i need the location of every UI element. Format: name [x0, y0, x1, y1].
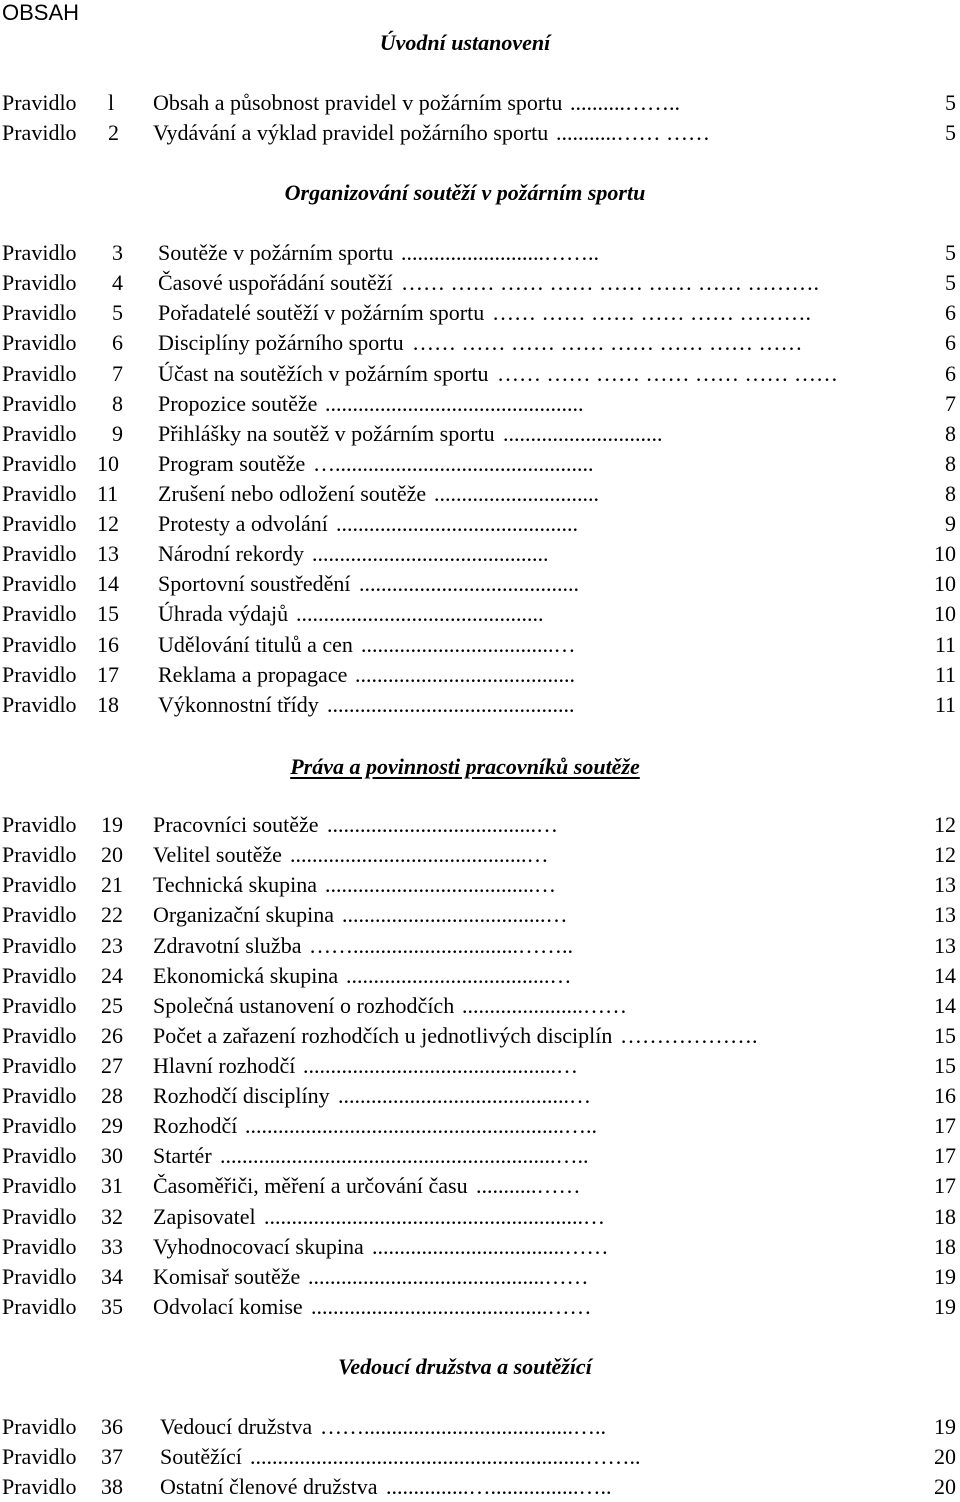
- page-number: 7: [945, 390, 956, 416]
- rule-number: 15: [97, 601, 119, 627]
- dot-leader: ...................................…: [361, 631, 576, 657]
- rule-title: Pracovníci soutěže: [153, 812, 319, 837]
- dot-leader: ...........……: [476, 1173, 581, 1199]
- section-heading: [0, 178, 930, 208]
- rule-title: Komisař soutěže: [153, 1263, 301, 1289]
- rule-label: Pravidlo: [2, 691, 77, 717]
- toc-entry[interactable]: [0, 1292, 960, 1322]
- toc-entry[interactable]: [0, 298, 960, 328]
- rule-label: Pravidlo: [2, 420, 77, 446]
- page-number: 13: [934, 872, 956, 898]
- page-number: 6: [945, 300, 956, 326]
- page-number: 6: [945, 330, 956, 356]
- page-number: 8: [945, 420, 956, 446]
- rule-number: 20: [101, 842, 123, 868]
- page-number: 8: [945, 450, 956, 476]
- toc-entry[interactable]: [0, 1051, 960, 1081]
- dot-leader: ……......................................…..: [320, 1414, 606, 1439]
- page-number: 5: [945, 90, 956, 115]
- dot-leader: .....................................…: [346, 962, 572, 988]
- rule-number: 6: [112, 330, 123, 356]
- rule-label: Pravidlo: [2, 631, 77, 657]
- rule-number: 37: [101, 1444, 123, 1470]
- rule-label: Pravidlo: [2, 1263, 77, 1289]
- rule-number: 9: [112, 420, 123, 446]
- rule-label: Pravidlo: [2, 240, 77, 265]
- toc-entry[interactable]: [0, 1171, 960, 1201]
- rule-title: Národní rekordy: [158, 541, 305, 567]
- rule-title: Rozhodčí: [153, 1113, 238, 1139]
- rule-number: 35: [101, 1293, 123, 1319]
- dot-leader: ........................................: [359, 571, 579, 597]
- dot-leader: …… …… …… …… …… ……….: [492, 300, 811, 326]
- toc-entry[interactable]: [0, 961, 960, 991]
- rule-title: Vedoucí družstva: [160, 1414, 313, 1439]
- page-number: 9: [945, 511, 956, 537]
- section-heading: [0, 28, 930, 58]
- rule-number: 7: [112, 360, 123, 386]
- rule-label: Pravidlo: [2, 1233, 77, 1259]
- toc-entry[interactable]: [0, 419, 960, 449]
- rule-title: Ostatní členové družstva: [160, 1474, 378, 1500]
- dot-leader: ............................................: [336, 511, 578, 537]
- dot-leader: ..........................................…: [338, 1083, 591, 1109]
- rule-label: Pravidlo: [2, 1083, 77, 1109]
- rule-label: Pravidlo: [2, 1143, 77, 1169]
- toc-entry[interactable]: [0, 359, 960, 389]
- rule-title: Organizační skupina: [153, 902, 335, 928]
- dot-leader: ...............................................: [325, 390, 584, 416]
- rule-label: Pravidlo: [2, 90, 77, 115]
- dot-leader: ..........................................................…..: [245, 1113, 597, 1139]
- rule-title: Účast na soutěžích v požárním sportu: [158, 360, 489, 386]
- toc-entry[interactable]: [0, 389, 960, 419]
- rule-title: Vyhodnocovací skupina: [153, 1233, 364, 1259]
- rule-title: Technická skupina: [153, 872, 318, 898]
- rule-label: Pravidlo: [2, 541, 77, 567]
- rule-title: Časové uspořádání soutěží: [158, 270, 393, 296]
- rule-label: Pravidlo: [2, 1022, 77, 1048]
- rule-label: Pravidlo: [2, 1293, 77, 1319]
- rule-label: Pravidlo: [2, 1444, 77, 1470]
- page-number: 8: [945, 481, 956, 506]
- rule-label: Pravidlo: [2, 812, 77, 837]
- rule-title: Zdravotní služba: [153, 932, 302, 958]
- section-heading-text: Organizování soutěží v požárním sportu: [284, 180, 646, 205]
- rule-number: 17: [97, 661, 119, 687]
- page-number: 11: [934, 661, 956, 687]
- dot-leader: ........................................: [355, 661, 575, 687]
- rule-label: Pravidlo: [2, 1053, 77, 1078]
- rule-number: 12: [97, 511, 119, 537]
- toc-entry[interactable]: [0, 599, 960, 629]
- rule-label: Pravidlo: [2, 330, 77, 356]
- page-number: 12: [934, 842, 956, 868]
- rule-label: Pravidlo: [2, 601, 77, 627]
- rule-title: Sportovní soustředění: [158, 571, 351, 597]
- page-number: 15: [934, 1053, 956, 1078]
- rule-title: Hlavní rozhodčí: [153, 1053, 296, 1078]
- rule-label: Pravidlo: [2, 120, 77, 146]
- toc-entry[interactable]: [0, 1232, 960, 1262]
- rule-title: Odvolací komise: [153, 1293, 303, 1319]
- toc-entry[interactable]: [0, 449, 960, 479]
- rule-number: 18: [97, 691, 119, 717]
- rule-number: 21: [101, 872, 123, 898]
- dot-leader: .............................................: [327, 691, 575, 717]
- toc-entry[interactable]: [0, 569, 960, 599]
- rule-label: Pravidlo: [2, 270, 77, 296]
- rule-label: Pravidlo: [2, 1474, 77, 1500]
- page-number: 13: [934, 902, 956, 928]
- rule-number: 34: [101, 1263, 123, 1289]
- rule-title: Disciplíny požárního sportu: [158, 330, 404, 356]
- rule-number: 14: [97, 571, 119, 597]
- rule-title: Zapisovatel: [153, 1203, 256, 1229]
- rule-label: Pravidlo: [2, 390, 77, 416]
- page-number: 18: [934, 1203, 956, 1229]
- page-number: 16: [934, 1083, 956, 1109]
- rule-number: 27: [101, 1053, 123, 1078]
- rule-number: 28: [101, 1083, 123, 1109]
- rule-title: Soutěže v požárním sportu: [158, 240, 394, 265]
- page-title: OBSAH: [2, 0, 80, 25]
- rule-label: Pravidlo: [2, 481, 77, 506]
- rule-number: 13: [97, 541, 119, 567]
- section-heading-text: Vedoucí družstva a soutěžící: [338, 1354, 592, 1379]
- page-number: 20: [934, 1444, 956, 1470]
- toc-entry[interactable]: [0, 900, 960, 930]
- dot-leader: ...........................................…: [290, 842, 549, 868]
- rule-title: Počet a zařazení rozhodčích u jednotlivých disciplín: [153, 1022, 613, 1048]
- rule-title: Soutěžící: [160, 1444, 242, 1470]
- rule-number: 4: [112, 270, 123, 296]
- rule-label: Pravidlo: [2, 1173, 77, 1199]
- dot-leader: ……………….: [620, 1022, 758, 1048]
- toc-entry[interactable]: [0, 810, 960, 840]
- rule-number: 30: [101, 1143, 123, 1169]
- rule-label: Pravidlo: [2, 300, 77, 326]
- dot-leader: …...............................................: [313, 450, 594, 476]
- rule-title: Výkonnostní třídy: [158, 691, 319, 717]
- rule-title: Program soutěže: [158, 450, 306, 476]
- dot-leader: ...........................................……: [311, 1293, 592, 1319]
- dot-leader: ......................……: [462, 992, 627, 1018]
- toc-entry[interactable]: [0, 88, 960, 118]
- rule-number: 19: [101, 812, 123, 837]
- rule-number: 32: [101, 1203, 123, 1229]
- rule-title: Obsah a působnost pravidel v požárním sportu: [153, 90, 563, 115]
- dot-leader: ..........................................................…: [264, 1203, 605, 1229]
- rule-label: Pravidlo: [2, 661, 77, 687]
- page-number: 11: [934, 631, 956, 657]
- dot-leader: ...........................................……: [308, 1263, 589, 1289]
- toc-entry[interactable]: [0, 539, 960, 569]
- dot-leader: .....................................…: [342, 902, 568, 928]
- rule-title: Ekonomická skupina: [153, 962, 339, 988]
- toc-entry[interactable]: [0, 840, 960, 870]
- toc-entry[interactable]: [0, 1262, 960, 1292]
- toc-entry[interactable]: [0, 1412, 960, 1442]
- page-number: 14: [934, 962, 956, 988]
- page-number: 10: [934, 571, 956, 597]
- page-number: 20: [934, 1474, 956, 1500]
- dot-leader: ..........................……..: [401, 240, 599, 265]
- rule-title: Protesty a odvolání: [158, 511, 328, 537]
- toc-entry[interactable]: [0, 1202, 960, 1232]
- rule-number: 33: [101, 1233, 123, 1259]
- section-heading: [0, 1352, 930, 1382]
- page-number: 17: [934, 1113, 956, 1139]
- rule-number: 16: [97, 631, 119, 657]
- rule-title: Propozice soutěže: [158, 390, 318, 416]
- page-number: 6: [945, 360, 956, 386]
- rule-number: 25: [101, 992, 123, 1018]
- rule-title: Pořadatelé soutěží v požárním sportu: [158, 300, 485, 326]
- toc-entry[interactable]: [0, 118, 960, 148]
- toc-entry[interactable]: [0, 991, 960, 1021]
- dot-leader: ...................................……: [372, 1233, 609, 1259]
- rule-title: Časoměřiči, měření a určování času: [153, 1173, 468, 1199]
- rule-label: Pravidlo: [2, 902, 77, 928]
- rule-number: l: [108, 90, 115, 115]
- rule-number: 3: [112, 240, 123, 265]
- rule-label: Pravidlo: [2, 511, 77, 537]
- dot-leader: ..........……..: [570, 90, 680, 115]
- page-number: 10: [934, 541, 956, 567]
- dot-leader: …… …… …… …… …… …… …… ……….: [401, 270, 819, 296]
- rule-number: 23: [101, 932, 123, 958]
- page-number: 11: [934, 691, 956, 717]
- rule-label: Pravidlo: [2, 1203, 77, 1229]
- rule-label: Pravidlo: [2, 1414, 77, 1439]
- dot-leader: ..............................................…: [303, 1053, 578, 1078]
- toc-entry[interactable]: [0, 1021, 960, 1051]
- rule-number: 38: [101, 1474, 123, 1500]
- page-number: 15: [934, 1022, 956, 1048]
- rule-number: 11: [97, 481, 119, 506]
- dot-leader: ...........................................: [312, 541, 549, 567]
- rule-number: 8: [112, 390, 123, 416]
- rule-number: 5: [112, 300, 123, 326]
- rule-number: 31: [101, 1173, 123, 1199]
- dot-leader: ..............................: [434, 481, 599, 506]
- rule-title: Zrušení nebo odložení soutěže: [158, 481, 427, 506]
- rule-title: Vydávání a výklad pravidel požárního sportu: [153, 120, 549, 146]
- page-number: 5: [945, 270, 956, 296]
- page-number: 19: [934, 1263, 956, 1289]
- rule-number: 36: [101, 1414, 123, 1439]
- section-heading: [0, 752, 930, 782]
- rule-title: Udělování titulů a cen: [158, 631, 353, 657]
- section-heading-text: Práva a povinnosti pracovníků soutěže: [290, 754, 640, 779]
- page-number: 19: [934, 1414, 956, 1439]
- rule-title: Reklama a propagace: [158, 661, 348, 687]
- rule-title: Velitel soutěže: [153, 842, 282, 868]
- dot-leader: ...............…................…..: [386, 1474, 612, 1500]
- rule-label: Pravidlo: [2, 962, 77, 988]
- toc-entry[interactable]: [0, 1111, 960, 1141]
- rule-number: 10: [97, 450, 119, 476]
- toc-entry[interactable]: [0, 238, 960, 268]
- page-number: 17: [934, 1173, 956, 1199]
- dot-leader: ......................................…: [327, 812, 558, 837]
- dot-leader: ...........…… ……: [556, 120, 710, 146]
- toc-entry[interactable]: [0, 690, 960, 720]
- rule-title: Společná ustanovení o rozhodčích: [153, 992, 455, 1018]
- page-number: 14: [934, 992, 956, 1018]
- toc-entry[interactable]: [0, 630, 960, 660]
- dot-leader: .............................: [503, 420, 663, 446]
- toc-entry[interactable]: [0, 509, 960, 539]
- rule-number: 26: [101, 1022, 123, 1048]
- toc-entry[interactable]: [0, 870, 960, 900]
- dot-leader: ......................................…: [325, 872, 556, 898]
- rule-number: 2: [108, 120, 119, 146]
- rule-label: Pravidlo: [2, 360, 77, 386]
- toc-entry[interactable]: [0, 1081, 960, 1111]
- rule-label: Pravidlo: [2, 842, 77, 868]
- page-number: 17: [934, 1143, 956, 1169]
- dot-leader: ……..............................……..: [309, 932, 573, 958]
- page-number: 5: [945, 240, 956, 265]
- dot-leader: .............................................: [296, 601, 544, 627]
- page-number: 18: [934, 1233, 956, 1259]
- rule-number: 24: [101, 962, 123, 988]
- toc-entry[interactable]: [0, 479, 960, 509]
- page-number: 5: [945, 120, 956, 146]
- toc-entry[interactable]: [0, 268, 960, 298]
- toc-entry[interactable]: [0, 660, 960, 690]
- toc-entry[interactable]: [0, 328, 960, 358]
- dot-leader: .............................................................……..: [250, 1444, 641, 1470]
- rule-title: Úhrada výdajů: [158, 601, 289, 627]
- page-number: 12: [934, 812, 956, 837]
- toc-entry[interactable]: [0, 1442, 960, 1472]
- page-number: 13: [934, 932, 956, 958]
- rule-label: Pravidlo: [2, 932, 77, 958]
- dot-leader: .............................................................…..: [220, 1143, 589, 1169]
- toc-entry[interactable]: [0, 1141, 960, 1171]
- rule-label: Pravidlo: [2, 571, 77, 597]
- section-heading-text: Úvodní ustanovení: [379, 30, 551, 55]
- dot-leader: …… …… …… …… …… …… …… ……: [412, 330, 803, 356]
- page-number: 19: [934, 1293, 956, 1319]
- rule-label: Pravidlo: [2, 450, 77, 476]
- toc-entry[interactable]: [0, 931, 960, 961]
- rule-label: Pravidlo: [2, 1113, 77, 1139]
- rule-number: 22: [101, 902, 123, 928]
- rule-title: Startér: [153, 1143, 212, 1169]
- rule-number: 29: [101, 1113, 123, 1139]
- rule-label: Pravidlo: [2, 872, 77, 898]
- rule-title: Rozhodčí disciplíny: [153, 1083, 330, 1109]
- rule-label: Pravidlo: [2, 992, 77, 1018]
- page-number: 10: [934, 601, 956, 627]
- dot-leader: …… …… …… …… …… …… ……: [497, 360, 838, 386]
- rule-title: Přihlášky na soutěž v požárním sportu: [158, 420, 495, 446]
